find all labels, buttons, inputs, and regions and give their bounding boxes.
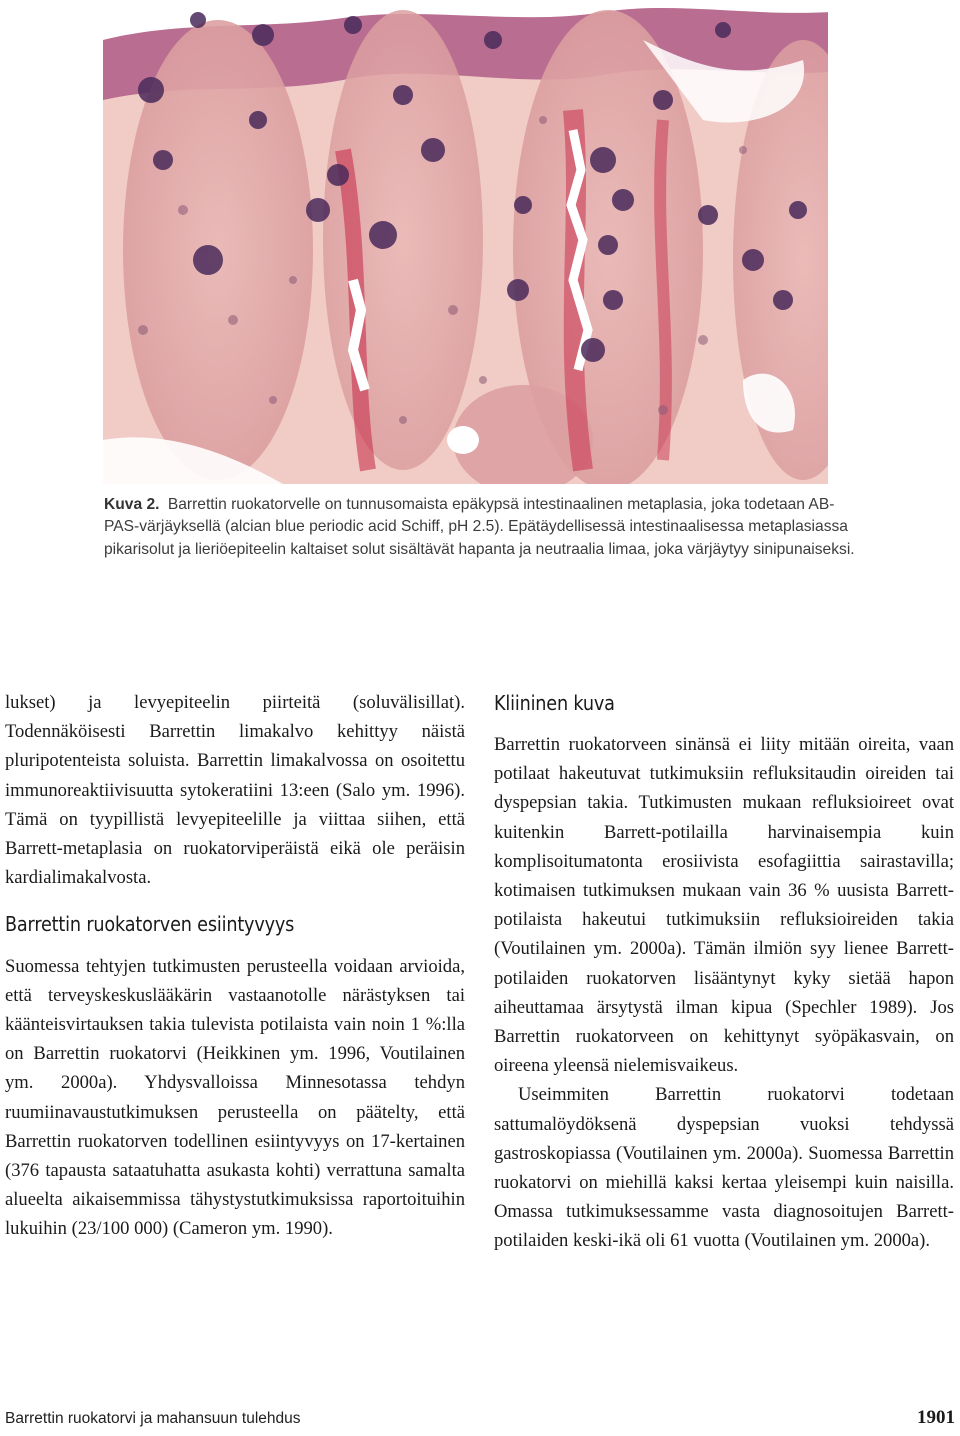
right-column [494,688,954,1256]
caption-label: Kuva 2. [104,496,160,513]
left-column [5,688,465,1244]
left-paragraph-1: lukset) ja levyepiteelin piirteitä (soluvälisillat). Todennäköisesti Barrettin limakalvo kehittyy näistä pluripotenteista soluista. Barrettin limakalvossa on osoitettu immunoreaktiivisuutta sytokeratiini 13:een (Salo ym. 1996). Tämä on tyypillistä levyepiteelille ja viittaa siihen, että Barrett-metaplasia on ruokatorviperäistä eikä ole peräisin kardialimakalvosta. [5,692,465,889]
right-paragraph-2: Useimmiten Barrettin ruokatorvi todetaan sattumalöydöksenä dyspepsian vuoksi tehdyssä gastroskopiassa (Voutilainen ym. 2000a). Suomessa Barrettin ruokatorvi on miehillä kaksi kertaa yleisempi kuin naisilla. Omassa tutkimuksessamme vasta diagnosoitujen Barrett-potilaiden keski-ikä oli 61 vuotta (Voutilainen ym. 2000a). [494,1084,954,1252]
section-heading-prevalence: Barrettin ruokatorven esiintyvyys [5,912,295,937]
running-title: Barrettin ruokatorvi ja mahansuun tulehdus [5,1410,301,1427]
histology-micrograph [103,0,856,484]
section-heading-clinical: Kliininen kuva [494,691,615,715]
caption-text: Barrettin ruokatorvelle on tunnusomaista epäkypsä intestinaalinen metaplasia, joka todetaan AB-PAS-värjäyksellä (alcian blue periodic acid Schiff, pH 2.5). Epätäydellisessä intestinaalisessa metaplasiassa pikarisolut ja lieriöepiteelin kaltaiset solut sisältävät hapanta ja neutraalia limaa, joka värjäytyy sinipunaiseksi. [104,496,855,558]
left-paragraph-2: Suomessa tehtyjen tutkimusten perusteella voidaan arvioida, että terveyskeskuslääkärin vastaanotolle närästyksen tai käänteisvirtauksen takia tulevista potilaista vain noin 1 %:lla on Barrettin ruokatorvi (Heikkinen ym. 1996, Voutilainen ym. 2000a). Yhdysvalloissa Minnesotassa tehdyn ruumiinavaustutkimuksen perusteella on päätelty, että Barrettin ruokatorven todellinen esiintyvyys on 17-kertainen (376 tapausta sataatuhatta asukasta kohti) verrattuna samalta alueelta aikaisemmissa tähystystutkimuksissa raportoituihin lukuihin (23/100 000) (Cameron ym. 1990). [5,955,465,1240]
figure-caption [104,494,856,561]
page-number: 1901 [917,1407,955,1428]
right-paragraph-1: Barrettin ruokatorveen sinänsä ei liity mitään oireita, vaan potilaat hakeutuvat tutkimuksiin refluksitaudin oireiden tai dyspepsian takia. Tutkimusten mukaan refluksioireet ovat kuitenkin Barrett-potilailla harvinaisempia kuin komplisoitumatonta erosiivista esofagiittia sairastavilla; kotimaisen tutkimuksen mukaan vain 36 % uusista Barrett-potilaista hakeutui tutkimuksiin refluksioireiden takia (Voutilainen ym. 2000a). Tämän ilmiön syy lienee Barrett-potilaiden ruokatorven lisääntynyt kyky sietää hapon aiheuttamaa ärsytystä ilman kipua (Spechler 1989). Jos Barrettin ruokatorveen on kehittynyt syöpäkasvain, on oireena yleensä nielemisvaikeus. [494,734,954,1077]
